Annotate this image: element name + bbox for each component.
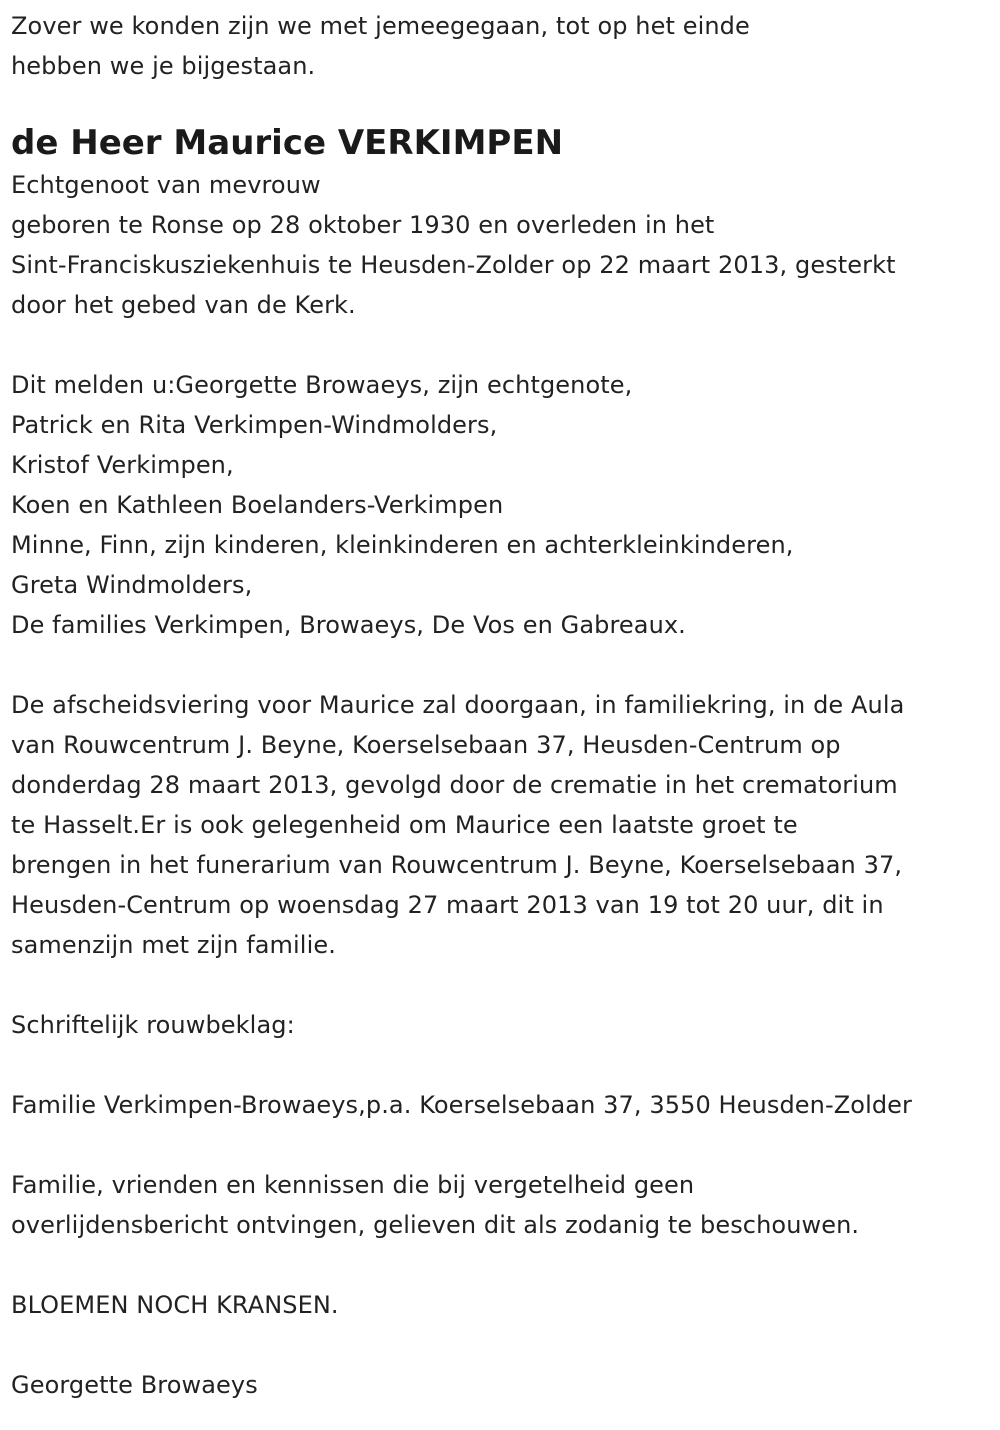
ceremony-line: Heusden-Centrum op woensdag 27 maart 2013 van 19 tot 20 uur, dit in xyxy=(11,891,884,919)
signature: Georgette Browaeys xyxy=(11,1371,258,1399)
details-line: Sint-Franciskusziekenhuis te Heusden-Zolder op 22 maart 2013, gesterkt xyxy=(11,251,896,279)
details-line: Echtgenoot van mevrouw xyxy=(11,171,321,199)
details-line: geboren te Ronse op 28 oktober 1930 en overleden in het xyxy=(11,211,715,239)
family-line: Greta Windmolders, xyxy=(11,571,253,599)
ceremony-line: van Rouwcentrum J. Beyne, Koerselsebaan 37, Heusden-Centrum op xyxy=(11,731,841,759)
spacer xyxy=(11,965,991,1005)
ceremony-line: De afscheidsviering voor Maurice zal doorgaan, in familiekring, in de Aula xyxy=(11,691,905,719)
spacer xyxy=(11,1125,991,1165)
intro-line: Zover we konden zijn we met jemeegegaan, tot op het einde xyxy=(11,12,750,40)
notice-line: Familie, vrienden en kennissen die bij vergetelheid geen xyxy=(11,1171,695,1199)
spacer xyxy=(11,1325,991,1365)
family-line: Koen en Kathleen Boelanders-Verkimpen xyxy=(11,491,504,519)
family-line: Kristof Verkimpen, xyxy=(11,451,234,479)
deceased-details xyxy=(11,165,991,325)
obituary-page xyxy=(11,6,991,1405)
spacer xyxy=(11,325,991,365)
condolences-label: Schriftelijk rouwbeklag: xyxy=(11,1011,295,1039)
ceremony-line: samenzijn met zijn familie. xyxy=(11,931,336,959)
spacer xyxy=(11,645,991,685)
ceremony-line: te Hasselt.Er is ook gelegenheid om Maurice een laatste groet te xyxy=(11,811,798,839)
ceremony-info xyxy=(11,685,991,965)
ceremony-line: donderdag 28 maart 2013, gevolgd door de crematie in het crematorium xyxy=(11,771,898,799)
condolences-address: Familie Verkimpen-Browaeys,p.a. Koerselsebaan 37, 3550 Heusden-Zolder xyxy=(11,1091,913,1119)
spacer xyxy=(11,1245,991,1285)
family-list xyxy=(11,365,991,645)
flowers-notice: BLOEMEN NOCH KRANSEN. xyxy=(11,1291,339,1319)
intro-text xyxy=(11,6,991,86)
notice-line: overlijdensbericht ontvingen, gelieven dit als zodanig te beschouwen. xyxy=(11,1211,860,1239)
deceased-name: de Heer Maurice VERKIMPEN xyxy=(11,123,564,163)
notice-text xyxy=(11,1165,991,1245)
ceremony-line: brengen in het funerarium van Rouwcentrum J. Beyne, Koerselsebaan 37, xyxy=(11,851,903,879)
family-line: De families Verkimpen, Browaeys, De Vos en Gabreaux. xyxy=(11,611,686,639)
details-line: door het gebed van de Kerk. xyxy=(11,291,356,319)
family-line: Dit melden u:Georgette Browaeys, zijn echtgenote, xyxy=(11,371,633,399)
intro-line: hebben we je bijgestaan. xyxy=(11,52,316,80)
spacer xyxy=(11,1045,991,1085)
family-line: Minne, Finn, zijn kinderen, kleinkinderen en achterkleinkinderen, xyxy=(11,531,794,559)
family-line: Patrick en Rita Verkimpen-Windmolders, xyxy=(11,411,498,439)
